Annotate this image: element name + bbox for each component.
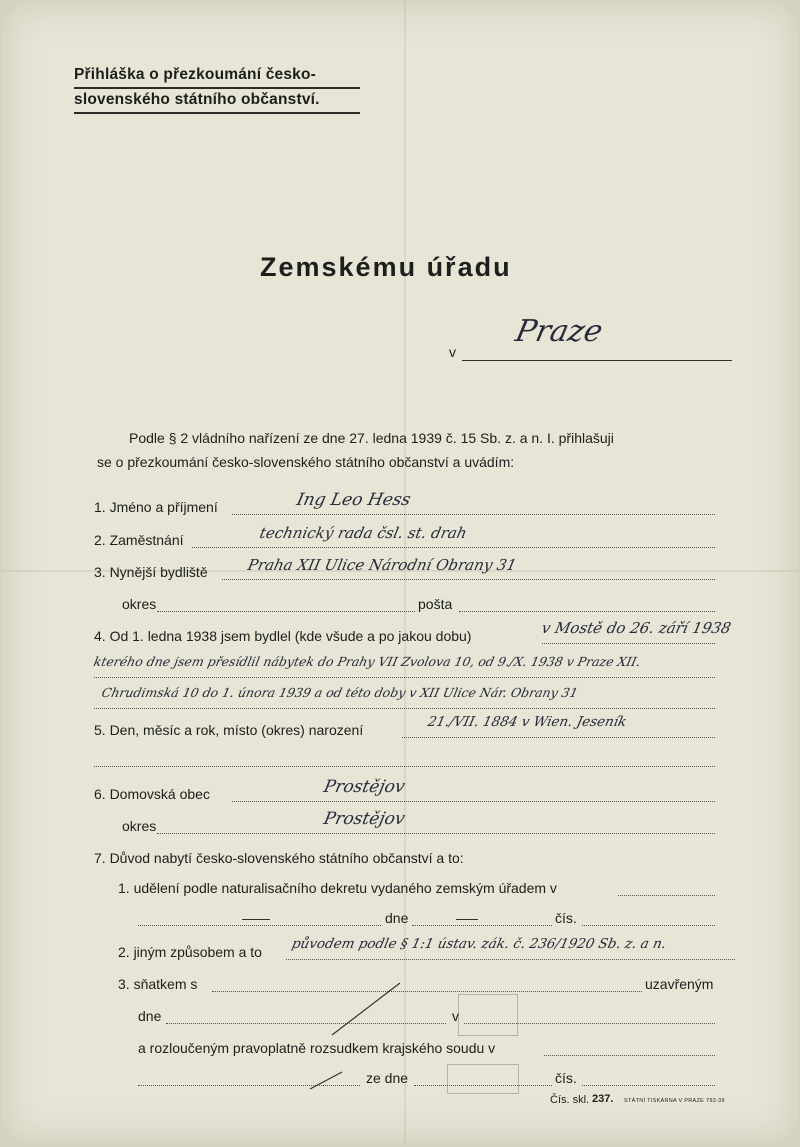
- name-field-line: [232, 514, 715, 515]
- occupation-label: 2. Zaměstnání: [94, 532, 184, 548]
- footer-printer: STÁTNÍ TISKÁRNA V PRAZE 792-39: [624, 1098, 725, 1104]
- district-label: okres: [122, 596, 157, 612]
- office-prefix: v: [449, 344, 456, 360]
- district-field-line: [157, 611, 415, 612]
- intro-line1: Podle § 2 vládního nařízení ze dne 27. ledna 1939 č. 15 Sb. z. a n. I. přihlašuji: [129, 430, 614, 446]
- residence-field-line: [222, 579, 715, 580]
- strike-dash: [456, 919, 478, 920]
- reason-opt1-cis: čís.: [555, 910, 577, 926]
- title-rule: [74, 112, 360, 114]
- home-municipality-field-line: [232, 801, 715, 802]
- birth-label: 5. Den, měsíc a rok, místo (okres) narození: [94, 722, 364, 738]
- strike-dash: [242, 919, 270, 920]
- reason-opt1-field-line: [412, 925, 552, 926]
- reason-opt3-v: v: [452, 1008, 459, 1024]
- reason-opt3-field-line: [582, 1085, 715, 1086]
- form-page: [2, 2, 798, 1143]
- reason-opt3-divorce: a rozloučeným pravoplatně rozsudkem krajského soudu v: [138, 1040, 496, 1056]
- reason-opt3-label: 3. sňatkem s: [118, 976, 198, 992]
- strike-mark: [292, 977, 432, 1092]
- faint-stamp: [447, 1064, 519, 1094]
- reason-opt2-field-line: [286, 959, 735, 960]
- home-district-label: okres: [122, 818, 157, 834]
- reason-opt3-ze-dne: ze dne: [366, 1070, 409, 1086]
- faint-stamp: [458, 994, 518, 1036]
- reason-opt2-value[interactable]: původem podle § 1:1 ústav. zák. č. 236/1920 Sb. z. a n.: [290, 936, 668, 952]
- occupation-field-line: [192, 547, 715, 548]
- form-title: [74, 62, 320, 112]
- since-1938-value-line1[interactable]: v Mostě do 26. září 1938: [540, 619, 733, 637]
- reason-label: 7. Důvod nabytí česko-slovenského státního občanství a to:: [94, 850, 464, 866]
- since-1938-field-line: [94, 708, 715, 709]
- reason-opt3-dne: dne: [138, 1008, 162, 1024]
- name-value[interactable]: Ing Leo Hess: [294, 490, 413, 510]
- since-1938-value-line3[interactable]: Chrudimská 10 do 1. února 1939 a od této doby v XII Ulice Nár. Obrany 31: [100, 685, 580, 700]
- since-1938-label: 4. Od 1. ledna 1938 jsem bydlel (kde všude a po jakou dobu): [94, 628, 472, 644]
- post-field-line: [459, 611, 715, 612]
- footer-label: Čís. skl.: [550, 1094, 590, 1106]
- reason-opt1-field-line: [138, 925, 381, 926]
- home-district-field-line: [157, 833, 715, 834]
- reason-opt2-label: 2. jiným způsobem a to: [118, 944, 262, 960]
- reason-opt3-field-line: [544, 1055, 715, 1056]
- office-location-handwritten: Praze: [512, 314, 606, 349]
- reason-opt1-dne: dne: [385, 910, 409, 926]
- residence-value[interactable]: Praha XII Ulice Národní Obrany 31: [246, 556, 519, 574]
- since-1938-field-line: [94, 677, 715, 678]
- reason-opt3-uzavrenym: uzavřeným: [645, 976, 714, 992]
- birth-field-line: [94, 766, 715, 767]
- name-label: 1. Jméno a příjmení: [94, 499, 218, 515]
- form-title-line2: slovenského státního občanství.: [74, 91, 320, 108]
- home-municipality-value[interactable]: Prostějov: [321, 777, 407, 797]
- form-title-line1: Přihláška o přezkoumání česko-: [74, 66, 317, 83]
- birth-field-line: [402, 737, 715, 738]
- reason-opt1-label: 1. udělení podle naturalisačního dekretu vydaného zemským úřadem v: [118, 880, 557, 896]
- reason-opt1-field-line: [618, 895, 715, 896]
- home-district-value[interactable]: Prostějov: [321, 809, 407, 829]
- intro-line2: se o přezkoumání česko-slovenského státního občanství a uvádím:: [97, 454, 515, 470]
- title-rule: [74, 87, 360, 89]
- page-title: Zemskému úřadu: [260, 252, 512, 282]
- birth-value[interactable]: 21./VII. 1884 v Wien. Jeseník: [426, 714, 629, 730]
- post-label: pošta: [418, 596, 453, 612]
- reason-opt1-field-line: [582, 925, 715, 926]
- home-municipality-label: 6. Domovská obec: [94, 786, 210, 802]
- occupation-value[interactable]: technický rada čsl. st. drah: [258, 524, 469, 542]
- since-1938-value-line2[interactable]: kterého dne jsem přesídlil nábytek do Prahy VII Zvolova 10, od 9./X. 1938 v Praze XII.: [92, 654, 643, 669]
- office-location-line: [462, 360, 732, 361]
- since-1938-field-line: [542, 643, 715, 644]
- residence-label: 3. Nynější bydliště: [94, 564, 208, 580]
- footer-number: 237.: [592, 1093, 614, 1105]
- reason-opt3-cis: čís.: [555, 1070, 577, 1086]
